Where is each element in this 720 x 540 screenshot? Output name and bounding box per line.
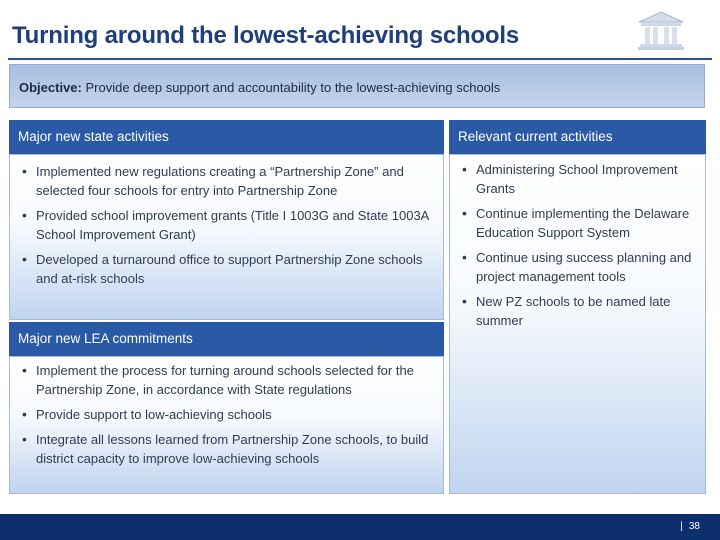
title-divider [8, 58, 712, 60]
current-activities-header: Relevant current activities [449, 120, 706, 154]
list-item: • Administering School Improvement Grants [460, 160, 693, 198]
objective-banner [9, 64, 705, 108]
current-activities-panel [449, 154, 706, 494]
objective-text: Provide deep support and accountability to the lowest-achieving schools [85, 80, 501, 95]
objective-label: Objective: [19, 80, 82, 95]
lea-commitments-list [20, 361, 431, 468]
list-item: • Implement the process for turning around schools selected for the Partnership Zone, in accordance with State regulations [20, 361, 431, 399]
list-item: • Developed a turnaround office to support Partnership Zone schools and at-risk schools [20, 250, 431, 288]
list-item: • Implemented new regulations creating a “Partnership Zone” and selected four schools for entry into Partnership Zone [20, 162, 431, 200]
state-activities-list [20, 162, 431, 288]
list-item: • Provided school improvement grants (Title I 1003G and State 1003A School Improvement Grant) [20, 206, 431, 244]
lea-commitments-header: Major new LEA commitments [9, 322, 444, 356]
list-item: • Continue using success planning and project management tools [460, 248, 693, 286]
page-number [680, 521, 700, 532]
current-activities-list [460, 160, 693, 330]
list-item: • Provide support to low-achieving schools [20, 405, 431, 424]
list-item: • Integrate all lessons learned from Partnership Zone schools, to build district capacity to improve low-achieving schools [20, 430, 431, 468]
government-building-icon [637, 10, 685, 52]
lea-commitments-panel [9, 356, 444, 494]
slide-title: Turning around the lowest-achieving schools [12, 22, 520, 49]
list-item: • New PZ schools to be named late summer [460, 292, 693, 330]
footer-bar [0, 514, 720, 540]
list-item: • Continue implementing the Delaware Education Support System [460, 204, 693, 242]
page-number-value: 38 [688, 521, 700, 532]
page-number-separator: | [680, 521, 683, 532]
state-activities-header: Major new state activities [9, 120, 444, 154]
state-activities-panel [9, 154, 444, 320]
